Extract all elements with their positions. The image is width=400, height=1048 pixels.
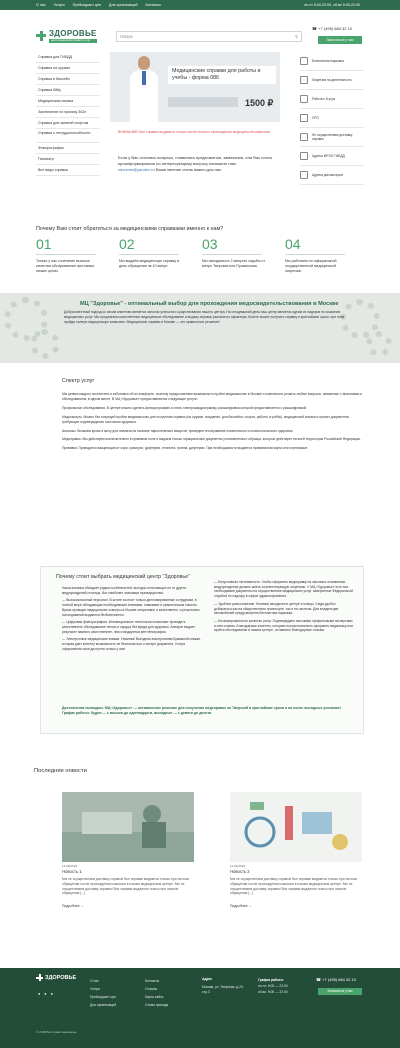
truck-icon (300, 133, 308, 141)
news-more-link[interactable]: Подробнее → (62, 904, 84, 909)
footer-address: Адрес Москва, ул. Тверская, д.20, стр.3 (202, 977, 244, 994)
facebook-icon[interactable]: ● (44, 992, 47, 996)
footer-logo[interactable]: ЗДОРОВЬЕ (36, 974, 76, 981)
feature-mreo[interactable]: Адреса МРЭО ГИБДД (300, 147, 364, 166)
stat-1: 01 Только у нас сочетание высокое качества обслуживания при самых низких ценах. (36, 236, 95, 274)
cross-icon (36, 31, 46, 41)
advantages-right: — Безусловная легитимность. Чтобы оформить медсправку на законных основаниях, медучреждение должно иметь соответствующую лицензию. У МЦ «Здоровье» есть все необходимые документы на осуществление медицинских услуг, заверенные Федеральной службой по надзору в сфере здравоохранения. — Удобное расположение. Клиника находится в центре столицы. Сюда удобно добираться как на общественном транспорте, так и на частном. Для владельцев автомобилей предусмотрена бесплатная парковка. — Бескомпромиссное качество услуг. Подтверждено высокими профильными экспертами в сети клиник. Благодарные клиенты, которым посчастливилось оформить медкнижку или пройти обследование в нашем центре, оставляют благодарные отзывы. (214, 580, 354, 633)
optimal-choice-section (0, 293, 400, 363)
top-nav-contacts[interactable]: Контакты (145, 3, 161, 7)
footer-link-contacts[interactable]: Контакты (145, 979, 160, 983)
shield-icon (300, 114, 308, 122)
phone-icon: ☎ (316, 977, 321, 982)
top-nav-prices[interactable]: Прейскурант цен (72, 3, 102, 7)
document-icon (300, 76, 308, 84)
footer-link-directions[interactable]: Схема проезда (145, 1003, 169, 1007)
news-title: Последние новости (34, 768, 87, 774)
arrow-right-icon: → (248, 904, 252, 909)
footer-nav-1 (90, 977, 116, 1009)
contact-email-link[interactable]: zdorovie@yandex.ru (118, 167, 155, 172)
feature-no-delivery[interactable]: Не осуществляем доставку справок (300, 128, 364, 147)
footer-link-organizations[interactable]: Для организаций (90, 1003, 117, 1007)
footer-callback-button[interactable]: Записаться у нас (318, 988, 362, 995)
logo[interactable] (36, 28, 111, 43)
warning-notice: ВНИМАНИЕ! Все справки выдаются только после полного прохождения медицинской комиссии! (118, 130, 271, 134)
news-heading[interactable]: Новость 2 (230, 869, 250, 874)
vk-icon[interactable]: ● (38, 992, 41, 996)
footer-hours: График работы пн-пт: 8:00 — 22:00 сб-вс: 9:00 — 22:00 (258, 978, 288, 994)
advantages-summary: Достоинства очевидны. МЦ «Здоровье» — оптимальное решение для получения медсправок на Тверской в кратчайшие сроки и на очень выгодных условиях! График работы: будни — с восьми до одиннадцати, выходные — с девяти до десяти. (62, 706, 341, 715)
top-nav-about[interactable]: О нас (36, 3, 46, 7)
gear-icon (366, 331, 392, 357)
sidebar-item-sick-leave[interactable]: Справка о нетрудоспособности (36, 129, 100, 143)
services-text: Мы ценим каждого посетителя и заботимся об их комфорте, поэтому предоставляем возможность пройти медкомиссию в Москве и комплексно решить любые вопросы, связанные с анализами и обследованием, в одном месте. В МЦ «Здоровье» предоставляются следующие услуги: Профильные обследования. В центре можно сделать флюорографию и снять электрокардиограмму, расшифровка которой предоставляется с расшифровкой. Медосмотры. Можно без очередей пройти медкомиссию для получения справок (на оружие, вождение, для бассейна, спорта, работы и учёбы), медицинской книжки и прочих документов, требующих подтверждения состояния здоровья. Анализы. Возьмем кровь и мочу для анализа на наличие наркотических веществ, проведем тестирование психического и психологического здоровья. Медсправки. Мы действуем исключительно в правовом поле и выдаем только официальные документы установленного образца, которые действуют на всей территории Российской Федерации. Прививки. Проводится вакцинация от кори, краснухи, дифтерии, гепатита, гриппа, дифтерии. При необходимости выдается прививочная карта или сертификат. (62, 392, 363, 451)
footer-phone[interactable]: ☎ +7 (495) 684 32 10 (316, 977, 357, 982)
sidebar-item-gibdd[interactable]: Справка для ГИБДД (36, 52, 100, 63)
optimal-choice-text: Добросовестный подход ко своим клиентам является залогом успешного существования нашего центра. На сегодняшний день наш центр является одним из лидеров по оказанию медицинских услуг. Мы предлагаем качественное медицинское обследование и выдачу справок различного характера. Клиент может получить справку в кратчайшие сроки, при этом пройдя полную медицинскую комиссию. Медицинские справки в Москве — это правильное решение! (64, 310, 345, 324)
news-image[interactable] (230, 792, 362, 862)
footer-link-about[interactable]: О нас (90, 979, 99, 983)
promo-banner[interactable] (110, 52, 280, 122)
feature-license[interactable]: Лицензия на деятельность (300, 71, 364, 90)
sidebar-item-weapon[interactable]: Справка на оружие (36, 63, 100, 74)
news-date: 12.08.2018 (230, 864, 246, 868)
cross-icon (36, 974, 43, 981)
greeting-text: Если у Вас остались вопросы, появились предложения, замечания, или Вас плохо проинформировали по интересующему вопросу напишите нам. zdorovie@yandex.ru Ваше мнение очень важно для нас. (118, 155, 273, 172)
footer-link-reviews[interactable]: Отзывы (145, 987, 158, 991)
sidebar-item-all[interactable]: Все виды справок (36, 165, 100, 176)
features-sidebar (300, 52, 364, 185)
callback-button[interactable]: Записаться у нас (318, 36, 362, 44)
search-box[interactable] (116, 31, 302, 42)
top-nav (36, 3, 161, 7)
feature-hours[interactable]: Работа с 8 утра (300, 90, 364, 109)
news-date: 13.08.2018 (62, 864, 78, 868)
instagram-icon[interactable]: ● (50, 992, 53, 996)
footer-link-sitemap[interactable]: Карта сайта (145, 995, 164, 999)
clock-icon (300, 95, 308, 103)
why-title: Почему Вам стоит обратиться за медицинскими справками именно к нам? (36, 226, 224, 232)
doctor-illustration (128, 56, 160, 122)
feature-parking[interactable]: Бесплатная парковка (300, 52, 364, 71)
medical-tools-illustration (230, 792, 362, 862)
stat-2: 02 Мы выдаём медицинскую справку в день обращения за 10 минут. (119, 236, 180, 269)
sidebar-item-fluoro[interactable]: Флюорография (36, 143, 100, 154)
optimal-choice-title: МЦ "Здоровье" - оптимальный выбор для прохождения медосвидетельствования в Москве (80, 301, 339, 307)
sidebar-item-086[interactable]: Справка 086у (36, 85, 100, 96)
top-nav-organizations[interactable]: Для организаций (109, 3, 138, 7)
surgery-illustration (62, 792, 194, 862)
footer (0, 968, 400, 1048)
phone-icon: ☎ (312, 26, 317, 31)
search-input[interactable] (120, 35, 295, 39)
car-icon (300, 57, 308, 65)
banner-title: Медицинские справки для работы и учебы - форма 086 (168, 66, 276, 84)
footer-nav-2 (145, 977, 168, 1009)
brand-name: ЗДОРОВЬЕ (49, 28, 97, 38)
sidebar-item-medbook[interactable]: Медицинская книжка (36, 96, 100, 107)
header-phone[interactable] (312, 26, 352, 31)
top-hours: пн-пт 8:00-22:00, сб-вс 9:00-22:00 (304, 3, 360, 7)
footer-link-services[interactable]: Услуги (90, 987, 101, 991)
advantages-title: Почему стоит выбрать медицинский центр "Здоровье" (56, 574, 190, 580)
advantages-left: Наша клиника обладает рядом особенностей, выгодно отличающих ее от других медучреждений столицы. Вот наиболее значимые преимущества: — Высококлассный персонал. В штате состоят только дипломированные сотрудники, в полной мере обладающие необходимыми знаниями, навыками и практическим опытом. Врачи проводят медицинские осмотры в Москве оперативно и качественно, а результаты исследований выдаются безболезненно. — Цифровая флюорография. Инновационные технологии позволяют проводить качественное обследование легких и сердца без вреда для здоровья. Аппарат выдает результат намного качественнее, чем стандартная рентгенография. — Электронные медицинские книжки. Новинка! Выгодная альтернатива бумажной книжке, которая дает клиенту возможность не беспокоиться о потере документа. Услуга оформления пока доступна только у нас! (62, 586, 202, 651)
news-card[interactable] (62, 792, 194, 908)
social-links (38, 992, 53, 996)
brand-tagline: центр медицинских справок и услуг (49, 39, 97, 43)
sidebar-item-sport[interactable]: Справка для занятий спортом (36, 118, 100, 129)
news-excerpt: Мы не осуществляем доставку справок! Все справки выдаются только при личном обращении после прохождения комиссии в нашем медицинском центре. Мы не осуществляем доставку справок! Все справки выдаются только при личном обращении [...] (62, 877, 189, 896)
stat-3: 03 Мы находимся в 2 минутах ходьбы от метро Тверская или Пушкинская. (202, 236, 265, 269)
sidebar-item-302n[interactable]: Заключение по приказу 302н (36, 107, 100, 118)
news-heading[interactable]: Новость 1 (62, 869, 82, 874)
footer-copyright: © 2018 Все права защищены (36, 1030, 77, 1034)
sidebar-item-psychiatrist[interactable]: Психиатр (36, 154, 100, 165)
news-image[interactable] (62, 792, 194, 862)
banner-price: 1500 ₽ (245, 98, 274, 108)
sidebar (36, 52, 100, 176)
news-card[interactable] (230, 792, 362, 908)
search-icon[interactable]: ⚲ (295, 34, 298, 39)
gear-icon (30, 329, 60, 359)
feature-dispensary[interactable]: Адреса диспансеров (300, 166, 364, 185)
header-phone-number: +7 (495) 684 32 10 (318, 26, 353, 31)
footer-link-prices[interactable]: Прейскурант цен (90, 995, 117, 999)
map-pin-icon (300, 152, 308, 160)
services-title: Спектр услуг (62, 378, 95, 384)
sidebar-item-pool[interactable]: Справка в бассейн (36, 74, 100, 85)
top-nav-services[interactable]: Услуги (53, 3, 65, 7)
feature-sro[interactable]: СРО (300, 109, 364, 128)
top-bar (0, 0, 400, 10)
building-icon (300, 171, 308, 179)
news-more-link[interactable]: Подробнее → (230, 904, 252, 909)
stat-4: 04 Мы работаем по официальной государственной медицинской лицензии. (285, 236, 349, 275)
news-excerpt: Мы не осуществляем доставку справок! Все справки выдаются только при личном обращении после прохождения комиссии в нашем медицинском центре. Мы не осуществляем доставку справок! Все справки выдаются только при личном обращении [...] (230, 877, 357, 896)
arrow-right-icon: → (80, 904, 84, 909)
